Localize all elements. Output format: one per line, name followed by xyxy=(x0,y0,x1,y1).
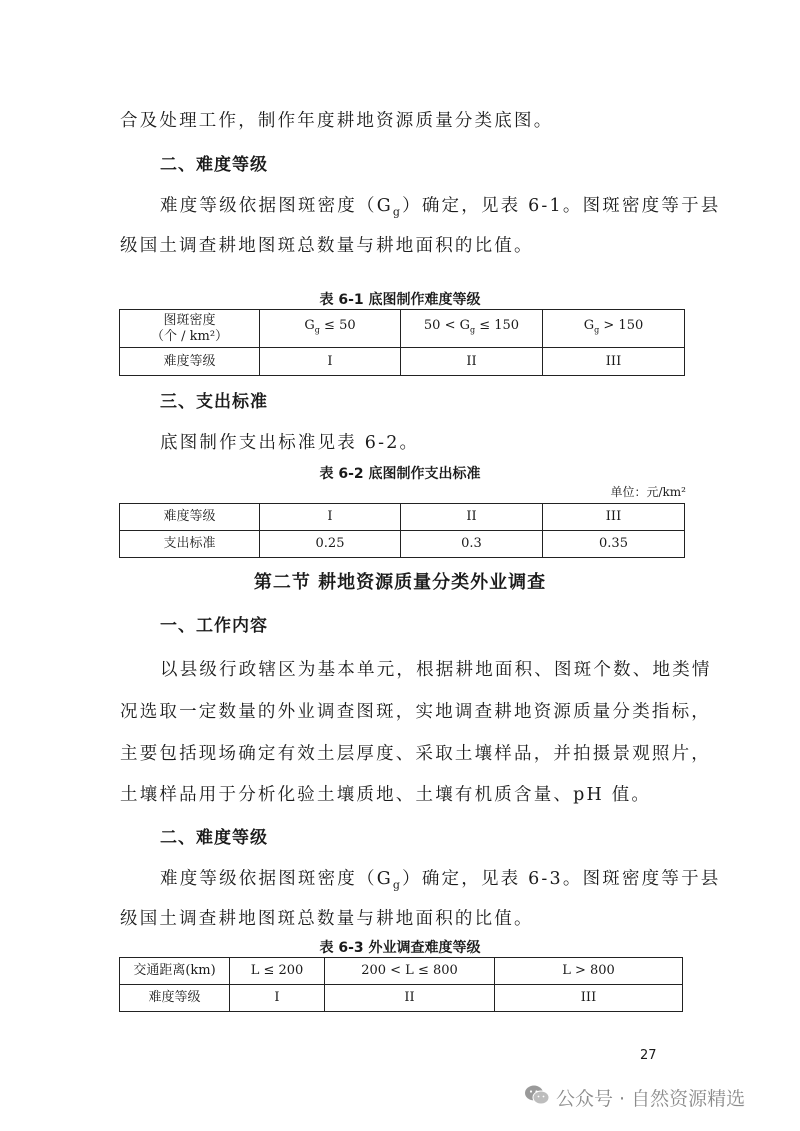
heading-difficulty-level: 二、难度等级 xyxy=(160,155,268,175)
table-cell: I xyxy=(260,348,401,376)
table-cell: 0.3 xyxy=(401,531,543,558)
heading-expense-standard: 三、支出标准 xyxy=(160,392,268,412)
table-row-label: 交通距离(km) xyxy=(120,958,230,985)
table-cell: $G_g \le 50$ xyxy=(260,310,401,348)
table-caption-6-2: 表 6-2 底图制作支出标准 xyxy=(319,466,481,482)
table-cell: I xyxy=(260,504,401,531)
table-6-1 xyxy=(119,309,685,376)
table-cell: L > 800 xyxy=(495,958,683,985)
paragraph-work-content-line2: 况选取一定数量的外业调查图斑，实地调查耕地资源质量分类指标， xyxy=(120,702,711,722)
paragraph-work-content: 以县级行政辖区为基本单元，根据耕地面积、图斑个数、地类情 xyxy=(160,660,712,680)
table-cell: II xyxy=(401,504,543,531)
table-cell: III xyxy=(543,348,685,376)
table-cell: $50 < G_g \le 150$ xyxy=(401,310,543,348)
table-cell: I xyxy=(230,985,325,1012)
paragraph-work-content-line3: 主要包括现场确定有效土层厚度、采取土壤样品，并拍摄景观照片， xyxy=(120,744,711,764)
table-caption-6-1: 表 6-1 底图制作难度等级 xyxy=(319,292,481,308)
section-title: 第二节 耕地资源质量分类外业调查 xyxy=(253,572,547,593)
paragraph-difficulty-basis-2: 难度等级依据图斑密度$(G_g)$确定，见表 6-3。图斑密度等于县 xyxy=(160,869,721,892)
paragraph-work-content-line4: 土壤样品用于分析化验土壤质地、土壤有机质含量、pH 值。 xyxy=(120,785,652,805)
table-cell: II xyxy=(401,348,543,376)
table-cell: 200 < L ≤ 800 xyxy=(325,958,495,985)
wechat-icon xyxy=(524,1084,550,1111)
heading-work-content: 一、工作内容 xyxy=(160,616,268,636)
table-cell: L ≤ 200 xyxy=(230,958,325,985)
table-cell: III xyxy=(495,985,683,1012)
table-row-label: 难度等级 xyxy=(120,348,260,376)
table-6-2 xyxy=(119,503,685,558)
page-number: 27 xyxy=(640,1048,657,1063)
paragraph-expense-ref: 底图制作支出标准见表 6-2。 xyxy=(160,433,420,453)
paragraph-continuation: 合及处理工作，制作年度耕地资源质量分类底图。 xyxy=(120,111,554,131)
table-cell: $G_g > 150$ xyxy=(543,310,685,348)
table-row-label: 支出标准 xyxy=(120,531,260,558)
paragraph-difficulty-basis-2-cont: 级国土调查耕地图斑总数量与耕地面积的比值。 xyxy=(120,909,534,929)
paragraph-difficulty-basis: 难度等级依据图斑密度$(G_g)$确定，见表 6-1。图斑密度等于县 xyxy=(160,196,721,219)
table-cell: 0.25 xyxy=(260,531,401,558)
table-header-cell: 图斑密度 （个 / km²） xyxy=(120,310,260,348)
table-row-label: 难度等级 xyxy=(120,985,230,1012)
paragraph-difficulty-basis-cont: 级国土调查耕地图斑总数量与耕地面积的比值。 xyxy=(120,236,534,256)
table-6-3 xyxy=(119,957,683,1012)
table-cell: III xyxy=(543,504,685,531)
heading-difficulty-level-2: 二、难度等级 xyxy=(160,828,268,848)
table-cell: II xyxy=(325,985,495,1012)
table-row-label: 难度等级 xyxy=(120,504,260,531)
table-unit-label: 单位：元/km² xyxy=(610,485,686,499)
table-caption-6-3: 表 6-3 外业调查难度等级 xyxy=(319,940,481,956)
watermark-text: 公众号 · 自然资源精选 xyxy=(556,1088,746,1110)
table-cell: 0.35 xyxy=(543,531,685,558)
watermark xyxy=(524,1084,745,1111)
